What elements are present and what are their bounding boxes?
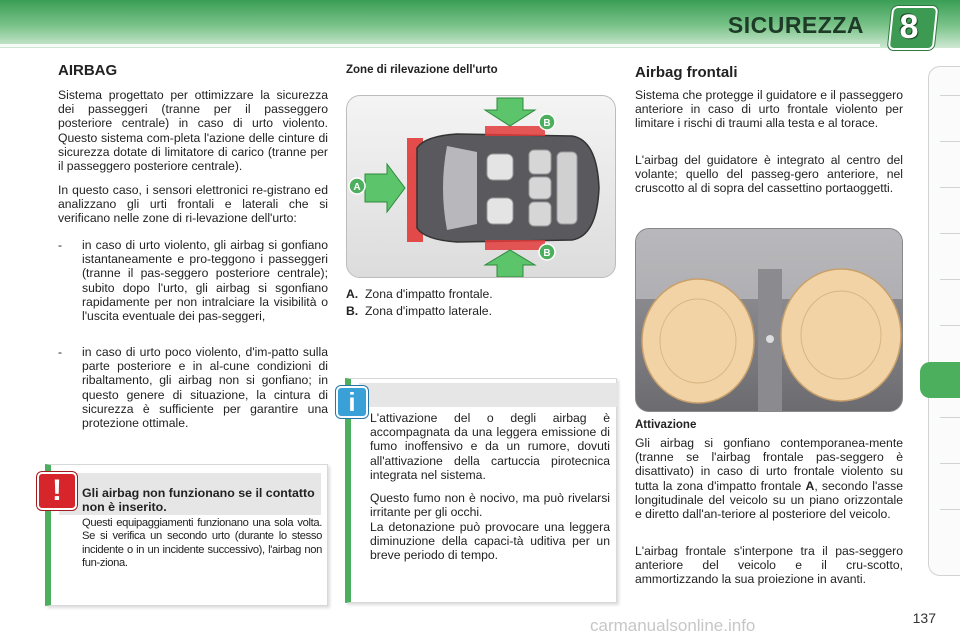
frontal-paragraph-2: L'airbag del guidatore è integrato al centro del volante; quello del passeg-gero anteriore, nel cruscotto al di sopra del cassettino portaoggetti.	[635, 153, 903, 196]
info-header-band	[359, 383, 617, 407]
page-title: SICUREZZA	[727, 12, 864, 38]
legend-a-key: A.	[346, 287, 359, 301]
legend-b	[346, 304, 616, 318]
seat-front-right	[487, 198, 513, 224]
tab-divider	[940, 233, 960, 234]
activation-zone-key: A	[805, 478, 815, 493]
seat-front-left	[487, 154, 513, 180]
chapter-number: 8	[899, 8, 919, 46]
seat-rear-right	[529, 202, 551, 226]
page-number: 137	[912, 610, 936, 626]
bullet-mild-impact	[58, 345, 328, 431]
side-impact-zone-bottom	[485, 240, 545, 250]
tab-divider	[940, 279, 960, 280]
side-impact-arrow-top	[485, 98, 535, 126]
bullet-dash: -	[58, 238, 63, 252]
driver-airbag	[642, 279, 754, 403]
info-paragraph-1: L'attivazione del o degli airbag è accompagnata da una leggera emissione di fumo inoffensivo e da un rumore, dovuti all'attivazione della cartuccia pirotecnica integrata nel sistema.	[370, 411, 610, 482]
zones-title: Zone di rilevazione dell'urto	[346, 64, 498, 76]
tab-divider	[940, 187, 960, 188]
warning-text: Questi equipaggiamenti funzionano una sola volta. Se si verifica un secondo urto (durante lo stesso incidente o in un incidente successivo), l'airbag non fun-ziona.	[82, 517, 322, 570]
tab-active-sicurezza[interactable]	[920, 362, 960, 398]
tab-divider	[940, 141, 960, 142]
car-windshield	[443, 146, 477, 230]
tab-divider	[940, 95, 960, 96]
seat-third-row	[557, 152, 577, 224]
header-rule	[0, 44, 880, 47]
side-impact-arrow-bottom	[485, 250, 535, 277]
exclamation-icon: !	[52, 474, 62, 507]
tab-divider	[940, 463, 960, 464]
impact-zones-figure	[346, 95, 616, 278]
chapter-tabs	[928, 66, 960, 576]
bullet-text: in caso di urto violento, gli airbag si gonfiano istantaneamente e pro-teggono i passeggeri (tranne il pas-seggero posteriore centrale); subito dopo l'urto, gli airbag si sgonfiano rapidamente per non intralciare la visibilità o l'uscita eventuale dei pas-seggeri,	[82, 238, 328, 324]
side-impact-zone-top	[485, 126, 545, 136]
section-heading-airbag: AIRBAG	[58, 62, 118, 79]
activation-paragraph-2: L'airbag frontale s'interpone tra il pas-seggero anteriore del veicolo e il cru-scotto, ammortizzando la sua proiezione in avanti.	[635, 544, 903, 587]
legend-a	[346, 287, 616, 301]
warning-title: Gli airbag non funzionano se il contatto non è inserito.	[82, 486, 315, 514]
bullet-violent-impact	[58, 238, 328, 324]
section-heading-frontal: Airbag frontali	[635, 64, 738, 81]
watermark: carmanualsonline.info	[590, 616, 756, 635]
info-paragraph-3: La detonazione può provocare una leggera diminuzione della capaci-tà uditiva per un breve periodo di tempo.	[370, 520, 610, 563]
legend-b-text: Zona d'impatto laterale.	[364, 304, 492, 318]
frontal-paragraph-1: Sistema che protegge il guidatore e il passeggero anteriore in caso di urto frontale violento per limitare i rischi di traumi alla testa e al torace.	[635, 88, 903, 131]
legend-b-key: B.	[346, 304, 359, 318]
frontal-airbags-figure	[635, 228, 903, 412]
activation-text-after: , secondo l'asse longitudinale del veicolo su un piano orizzontale e diretto dall'an-teriore al posteriore del veicolo.	[635, 478, 904, 522]
bullet-text: in caso di urto poco violento, d'im-patto sulla parte posteriore e in al-cune condizioni di ribaltamento, gli airbag non si gonfiano; in questo genere di situazione, la cintura di sicurezza è sufficiente per garantire una protezione ottimale.	[82, 345, 328, 431]
car-topview-illustration	[347, 96, 616, 278]
seat-rear-left	[529, 150, 551, 174]
activation-text-before: Gli airbag si gonfiano contemporanea-mente (tranne se l'airbag frontale pas-seggero è disattivato) in caso di urto frontale violento su tutta la zona d'impatto frontale	[635, 436, 903, 493]
zone-a-label: A	[353, 182, 361, 193]
passenger-airbag	[781, 269, 901, 401]
activation-title: Attivazione	[635, 419, 697, 431]
tab-divider	[940, 325, 960, 326]
console-button	[766, 335, 774, 343]
tab-divider	[940, 509, 960, 510]
airbag-illustration	[636, 229, 903, 412]
activation-paragraph-1	[635, 436, 903, 521]
intro-paragraph: Sistema progettato per ottimizzare la sicurezza dei passeggeri (tranne per il passeggero posteriore centrale) in caso di urto violento. Questo sistema com-pleta l'azione delle cinture di sicurezza dotate di limitatore di carico (tranne per il passeggero posteriore centrale).	[58, 88, 328, 174]
zone-b-label-top: B	[543, 118, 551, 129]
legend-a-text: Zona d'impatto frontale.	[364, 287, 493, 301]
info-icon: i	[348, 387, 356, 417]
info-paragraph-2: Questo fumo non è nocivo, ma può rivelarsi irritante per gli occhi.	[370, 491, 610, 520]
bullet-dash: -	[58, 345, 63, 359]
zone-b-label-bottom: B	[543, 248, 551, 259]
seat-rear-center	[529, 177, 551, 199]
sensors-paragraph: In questo caso, i sensori elettronici re-gistrano ed analizzano gli urti frontali e laterali che si verificano nelle zone di ri-levazione dell'urto:	[58, 183, 328, 226]
front-impact-arrow	[365, 164, 405, 212]
tab-divider	[940, 417, 960, 418]
